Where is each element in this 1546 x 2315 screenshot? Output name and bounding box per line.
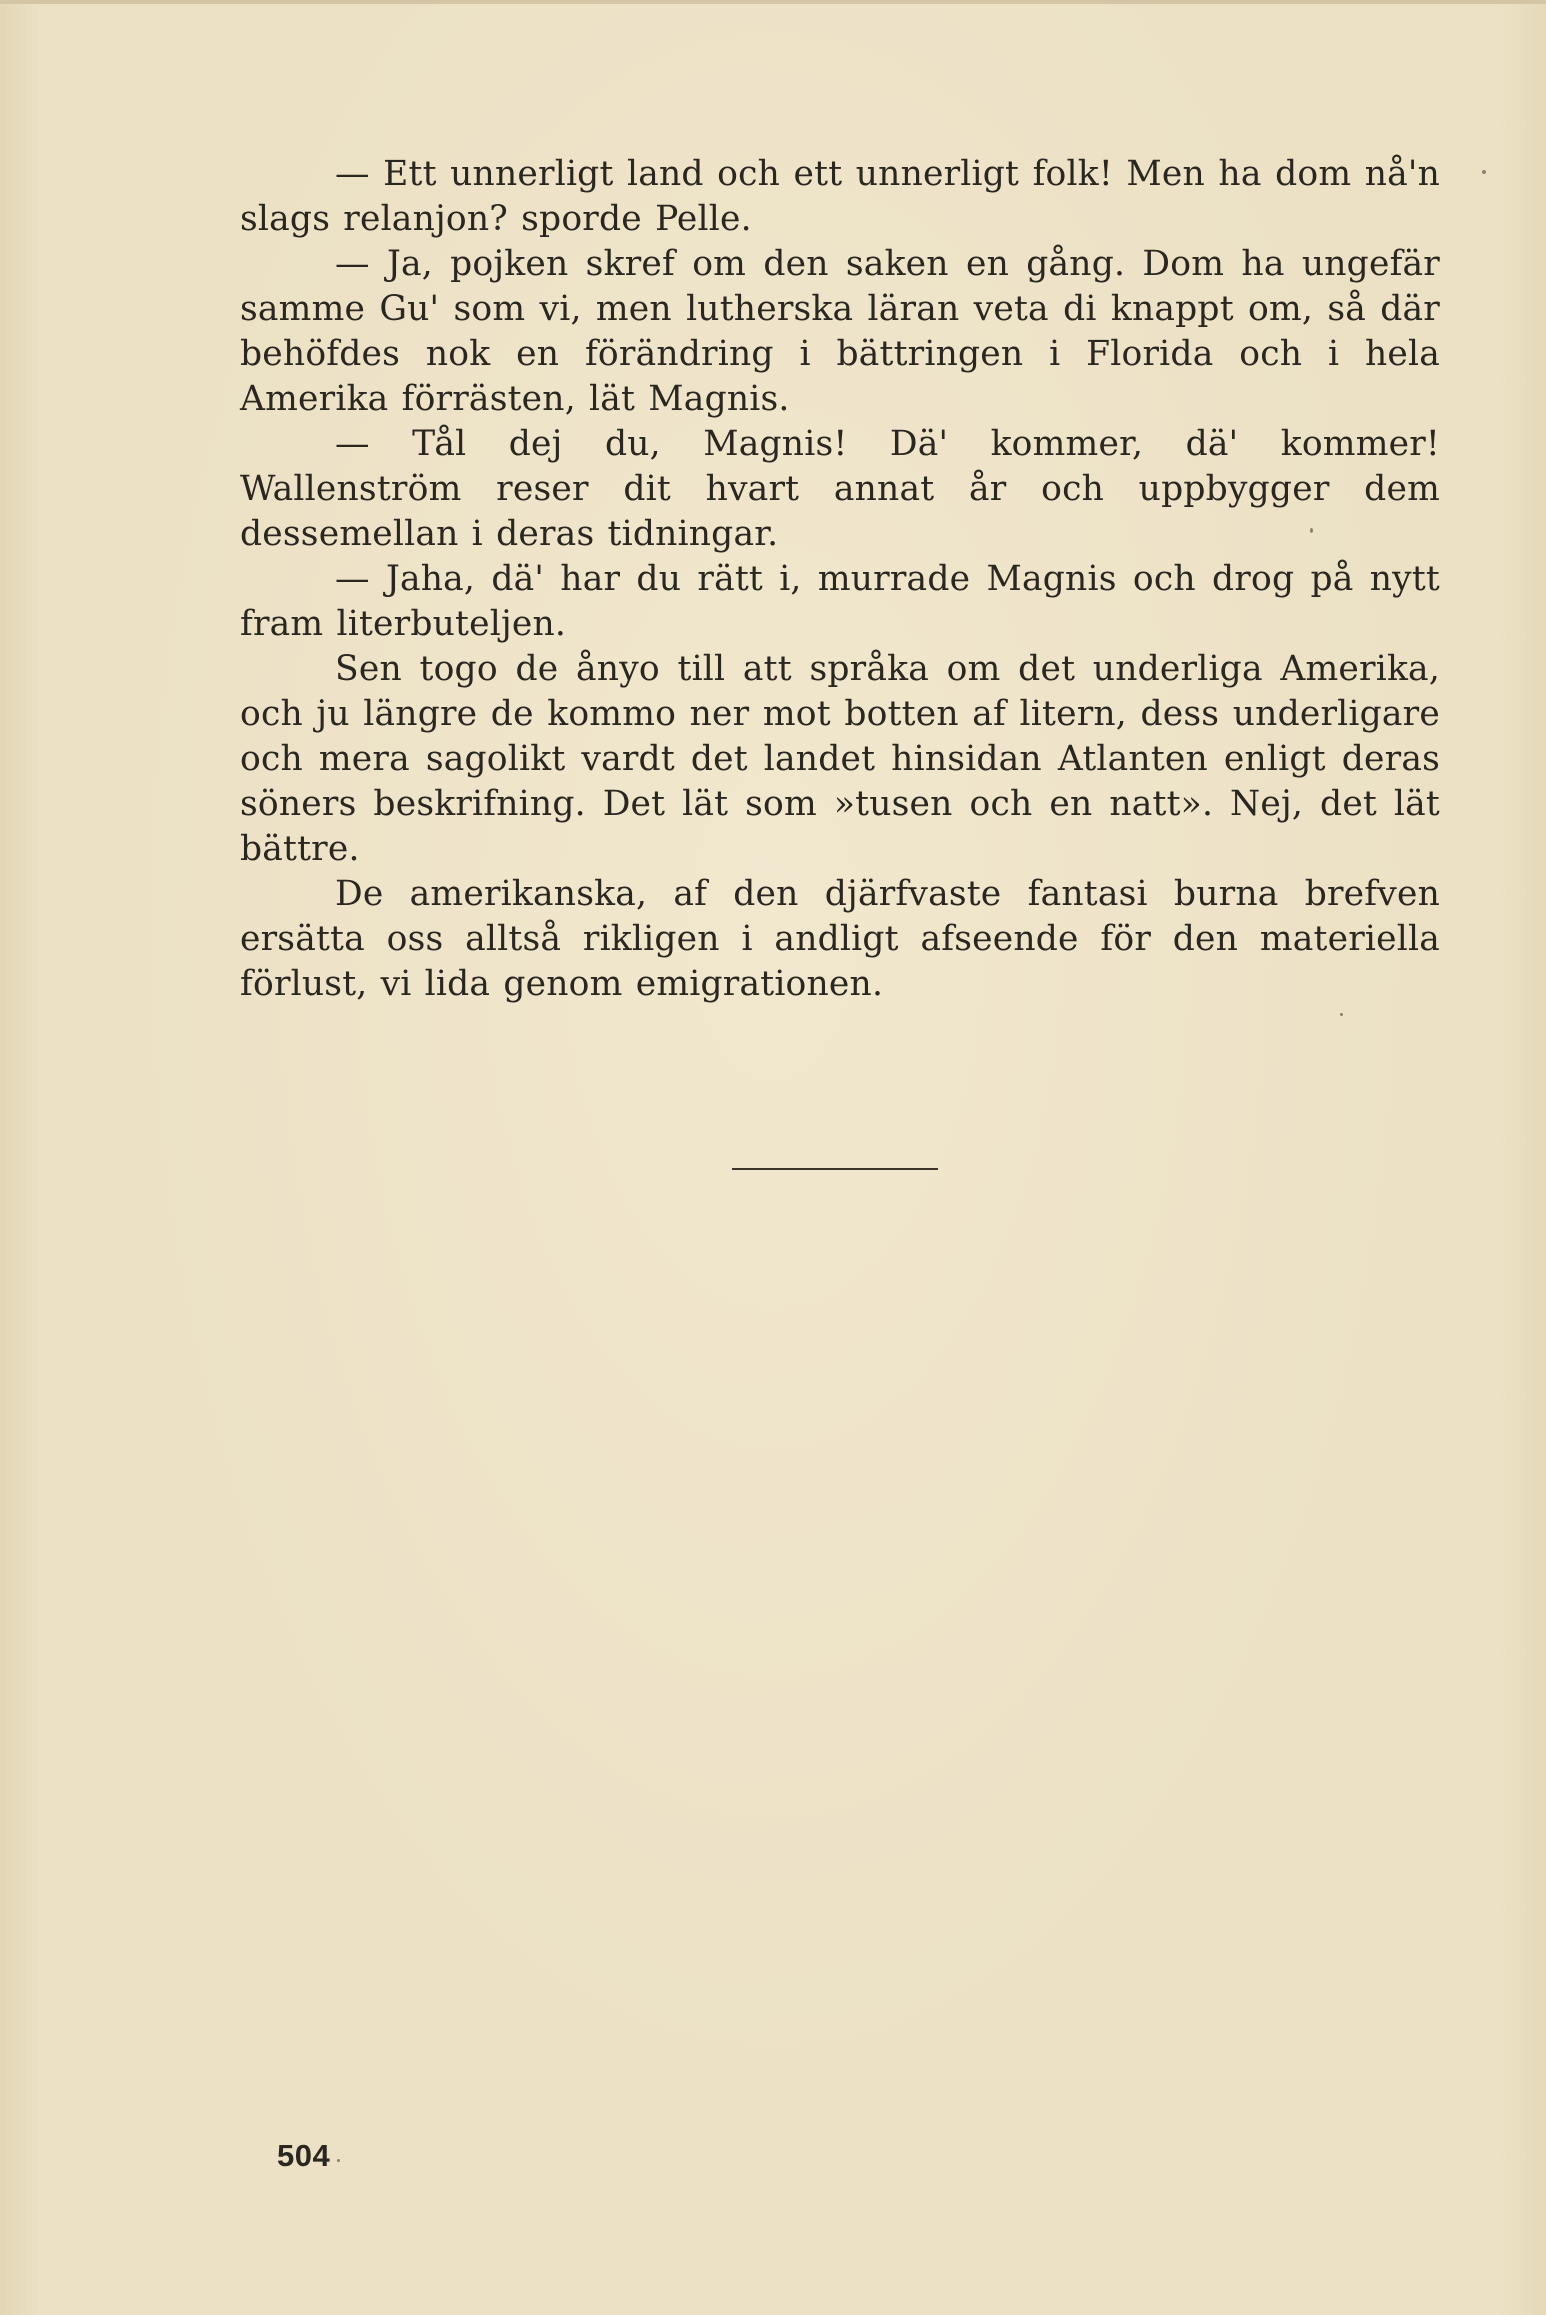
paragraph: — Ett unnerligt land och ett unnerligt folk! Men ha dom nå'n slags relanjon? sporde Pelle. [240,154,1440,239]
paragraph: — Ja, pojken skref om den saken en gång. Dom ha ungefär samme Gu' som vi, men lutherska läran veta di knappt om, så där behöfdes nok en förändring i bättringen i Florida och i hela Amerika förrästen, lät Magnis. [240,244,1440,419]
paper-speck [1482,170,1486,174]
paragraph: — Tål dej du, Magnis! Dä' kommer, dä' kommer! Wallenström reser dit hvart annat år och uppbygger dem dessemellan i deras tidningar. [240,424,1440,554]
paragraph: De amerikanska, af den djärfvaste fantasi burna brefven ersätta oss alltså rikligen i andligt afseende för den materiella förlust, vi lida genom emigrationen. [240,874,1440,1004]
section-end-rule [732,1168,938,1170]
body-text [240,152,1440,1007]
paper-speck [1340,1013,1343,1016]
paper-speck [337,2159,340,2162]
page-number: 504 [277,2138,331,2173]
paragraph: — Jaha, dä' har du rätt i, murrade Magnis och drog på nytt fram literbuteljen. [240,559,1440,644]
paper-speck [1310,528,1313,533]
page-top-edge [0,0,1546,4]
paragraph: Sen togo de ånyo till att språka om det underliga Amerika, och ju längre de kommo ner mot botten af litern, dess underligare och mera sagolikt vardt det landet hinsidan Atlanten enligt deras söners beskrifning. Det lät som »tusen och en natt». Nej, det lät bättre. [240,649,1440,869]
